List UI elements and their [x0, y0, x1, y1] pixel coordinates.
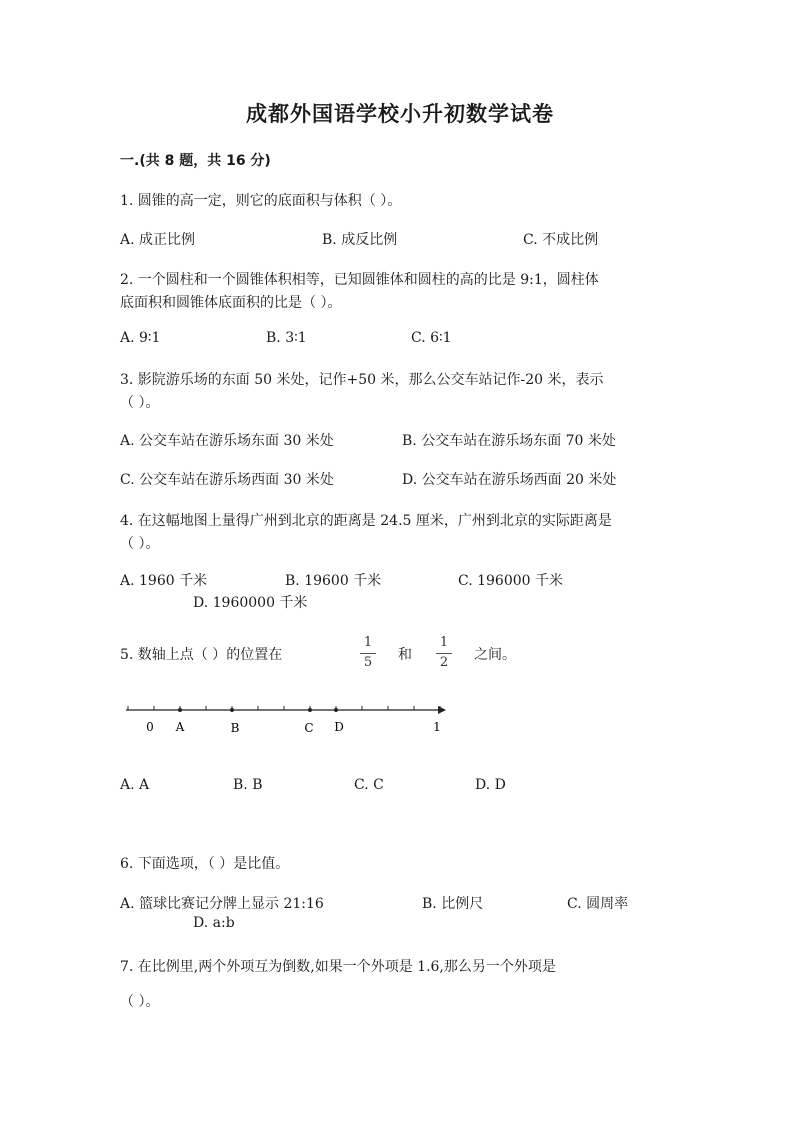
number-line-arrow — [438, 706, 446, 714]
q4-option-c: C. 196000 千米 — [458, 573, 564, 589]
fraction-bar — [360, 653, 376, 654]
label-b: B — [230, 721, 240, 735]
point-d-dot — [334, 708, 338, 712]
q6-option-b: B. 比例尺 — [422, 896, 484, 912]
q1-option-c: C. 不成比例 — [523, 232, 599, 248]
fraction-bar — [436, 653, 452, 654]
fraction-one-fifth — [358, 636, 378, 672]
question-6: 6. 下面选项，（ ）是比值。 — [120, 856, 290, 872]
question-3-line2: （ ）。 — [120, 395, 160, 411]
point-b-dot — [230, 708, 234, 712]
question-4-line1: 4. 在这幅地图上量得广州到北京的距离是 24.5 厘米，广州到北京的实际距离是 — [120, 513, 612, 529]
question-5-and: 和 — [398, 647, 412, 663]
question-3-line1: 3. 影院游乐场的东面 50 米处，记作+50 米，那么公交车站记作-20 米，表示 — [120, 372, 604, 388]
question-1: 1. 圆锥的高一定，则它的底面积与体积（ ）。 — [120, 193, 402, 209]
q3-option-d: D. 公交车站在游乐场西面 20 米处 — [402, 472, 617, 488]
section-header: 一.(共 8 题，共 16 分) — [120, 153, 271, 169]
q3-option-a: A. 公交车站在游乐场东面 30 米处 — [120, 433, 334, 449]
fraction-denominator: 5 — [363, 655, 373, 670]
label-d: D — [334, 720, 344, 734]
fraction-denominator: 2 — [439, 655, 449, 670]
q6-option-d: D. a:b — [193, 915, 235, 931]
q4-option-b: B. 19600 千米 — [285, 573, 382, 589]
q5-option-a: A. A — [120, 777, 150, 793]
q6-option-c: C. 圆周率 — [567, 896, 629, 912]
q1-option-b: B. 成反比例 — [322, 232, 398, 248]
q4-option-a: A. 1960 千米 — [120, 573, 208, 589]
label-zero: 0 — [146, 720, 154, 734]
number-line — [120, 696, 450, 740]
q2-option-a: A. 9∶1 — [120, 330, 161, 346]
question-7-line1: 7. 在比例里,两个外项互为倒数,如果一个外项是 1.6,那么另一个外项是 — [120, 959, 556, 975]
q3-option-c: C. 公交车站在游乐场西面 30 米处 — [120, 472, 334, 488]
q2-option-b: B. 3∶1 — [266, 330, 307, 346]
fraction-one-half — [434, 636, 454, 672]
point-c-dot — [308, 708, 312, 712]
q2-option-c: C. 6∶1 — [411, 330, 452, 346]
page-title: 成都外国语学校小升初数学试卷 — [246, 102, 554, 126]
question-5-text-after: 之间。 — [474, 647, 516, 663]
fraction-numerator: 1 — [363, 635, 373, 650]
question-2-line2: 底面积和圆锥体底面积的比是（ ）。 — [120, 295, 342, 311]
question-5-text: 5. 数轴上点（ ）的位置在 — [120, 647, 283, 663]
q3-option-b: B. 公交车站在游乐场东面 70 米处 — [402, 433, 616, 449]
q5-option-b: B. B — [233, 777, 263, 793]
q4-option-d: D. 1960000 千米 — [193, 595, 308, 611]
question-4-line2: （ ）。 — [120, 536, 160, 552]
fraction-numerator: 1 — [439, 635, 449, 650]
label-a: A — [175, 720, 185, 734]
label-c: C — [304, 721, 314, 735]
q5-option-d: D. D — [475, 777, 506, 793]
q5-option-c: C. C — [354, 777, 384, 793]
q6-option-a: A. 篮球比赛记分牌上显示 21:16 — [120, 896, 324, 912]
question-7-line2: （ ）。 — [120, 994, 160, 1010]
point-a-dot — [178, 708, 182, 712]
q1-option-a: A. 成正比例 — [120, 232, 196, 248]
question-2-line1: 2. 一个圆柱和一个圆锥体积相等，已知圆锥体和圆柱的高的比是 9:1，圆柱体 — [120, 272, 599, 288]
label-one: 1 — [433, 720, 441, 734]
